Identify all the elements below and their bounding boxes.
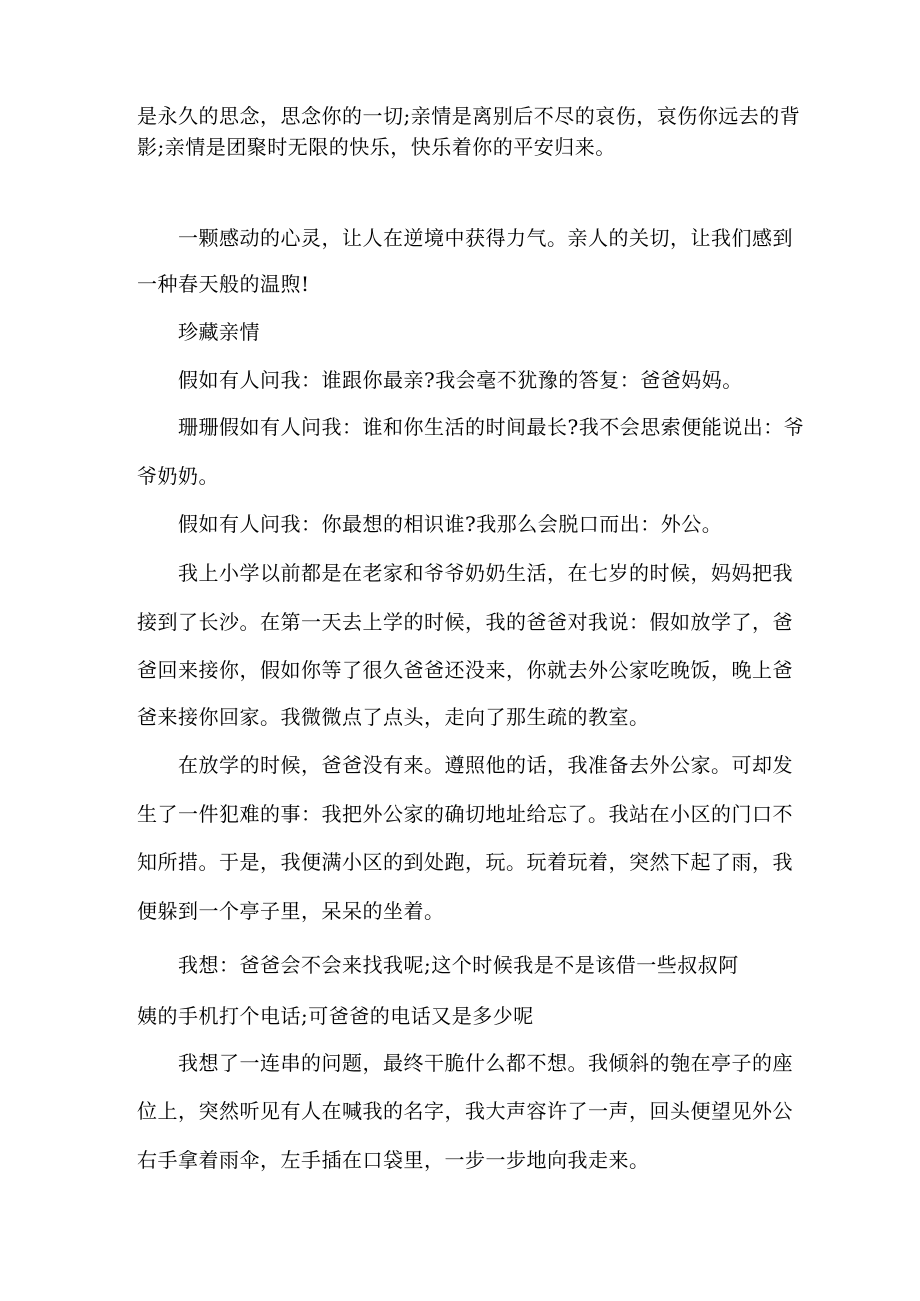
text-line: 右手拿着雨伞，左手插在口袋里，一步一步地向我走来。 [137,1148,650,1172]
text-line: 我想：爸爸会不会来找我呢;这个时候我是不是该借一些叔叔阿 [178,953,739,977]
text-line: 我想了一连串的问题，最终干脆什么都不想。我倾斜的匏在亭子的座 [178,1051,793,1075]
text-line: 假如有人问我：谁跟你最亲?我会毫不犹豫的答复：爸爸妈妈。 [178,368,743,392]
section-heading: 珍藏亲情 [178,320,260,344]
text-line: 姨的手机打个电话;可爸爸的电话又是多少呢 [137,1004,534,1028]
text-line: 爸回来接你，假如你等了很久爸爸还没来，你就去外公家吃晚饭，晚上爸 [137,658,793,682]
text-line: 生了一件犯难的事：我把外公家的确切地址给忘了。我站在小区的门口不 [137,802,793,826]
text-line: 影;亲情是团聚时无限的快乐，快乐着你的平安归来。 [137,135,616,159]
text-line: 一种春天般的温煦! [137,272,310,296]
text-line: 爷奶奶。 [137,464,219,488]
text-line: 在放学的时候，爸爸没有来。遵照他的话，我准备去外公家。可却发 [178,753,793,777]
text-line: 便躲到一个亭子里，呆呆的坐着。 [137,899,445,923]
text-line: 我上小学以前都是在老家和爷爷奶奶生活，在七岁的时候，妈妈把我 [178,561,793,585]
text-line: 接到了长沙。在第一天去上学的时候，我的爸爸对我说：假如放学了，爸 [137,610,793,634]
text-line: 位上，突然听见有人在喊我的名字，我大声容许了一声，回头便望见外公 [137,1099,793,1123]
text-line: 假如有人问我：你最想的相识谁?我那么会脱口而出：外公。 [178,512,723,536]
text-line: 爸来接你回家。我微微点了点头，走向了那生疏的教室。 [137,705,650,729]
text-line: 知所措。于是，我便满小区的到处跑，玩。玩着玩着，突然下起了雨，我 [137,850,793,874]
text-line: 一颗感动的心灵，让人在逆境中获得力气。亲人的关切，让我们感到 [178,226,793,250]
text-line: 珊珊假如有人问我：谁和你生活的时间最长?我不会思索便能说出：爷 [178,415,805,439]
text-line: 是永久的思念，思念你的一切;亲情是离别后不尽的哀伤，哀伤你远去的背 [137,104,801,128]
